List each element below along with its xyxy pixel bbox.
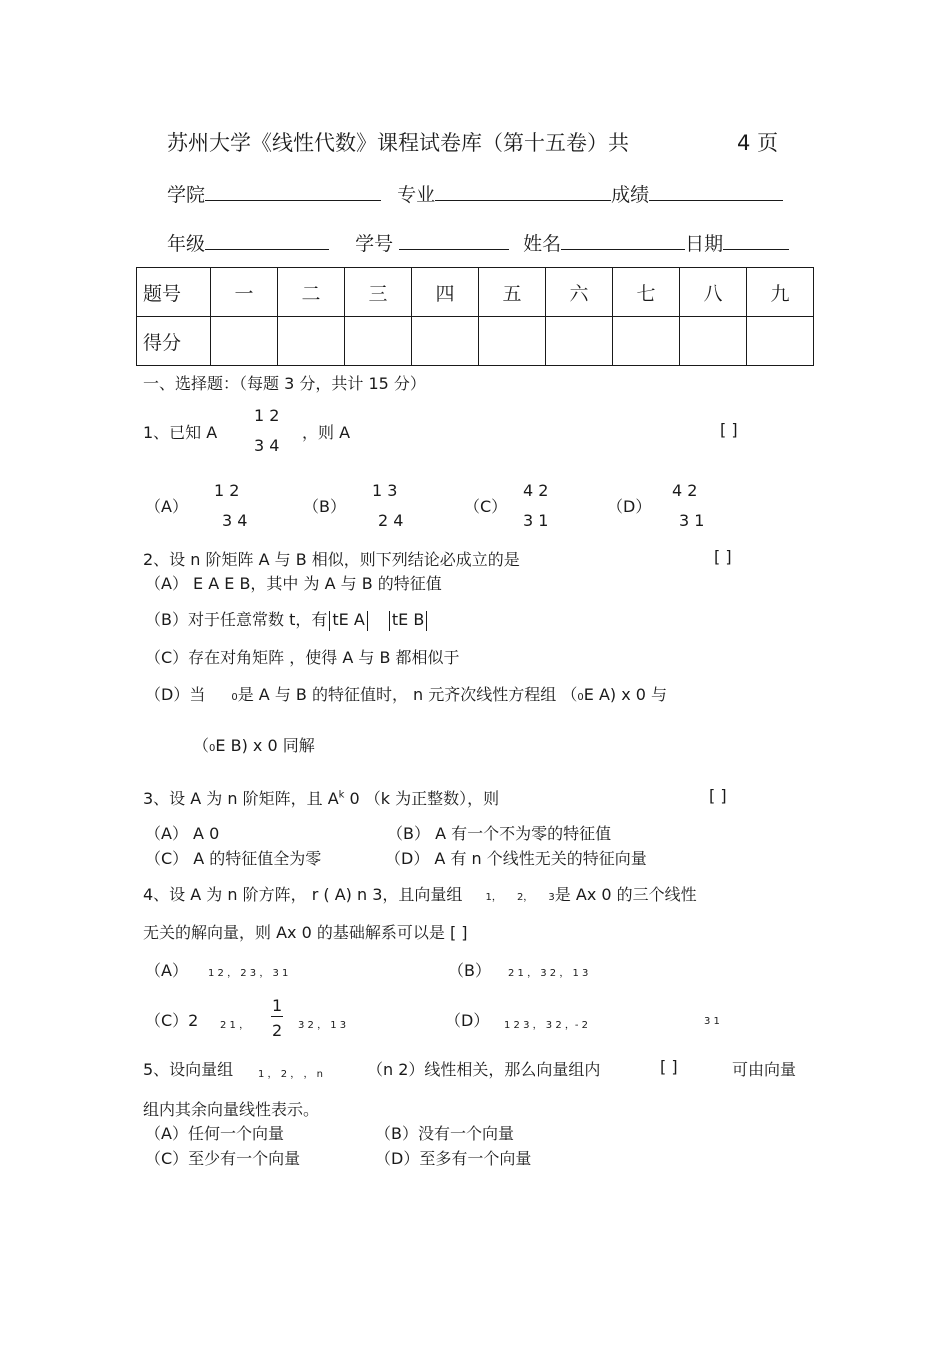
subscript-zero: 0 [231, 692, 238, 703]
q5-line1-a: 5、设向量组 [143, 1060, 234, 1079]
q1-option-b-row2: 2 4 [378, 511, 404, 530]
q2-option-b-det1: tE A [332, 610, 365, 629]
subscript-zero: 0 [209, 743, 216, 754]
student-id-blank[interactable] [399, 231, 509, 250]
q4-line1-a: 4、设 A 为 n 阶方阵， r ( A) n 3，且向量组 [143, 885, 463, 904]
column-6: 六 [546, 268, 613, 317]
q3-option-d: （D） A 有 n 个线性无关的特征向量 [385, 849, 647, 868]
name-label: 姓名 [523, 233, 562, 255]
q1-option-c-label: （C） [464, 497, 508, 516]
determinant-bar [367, 611, 368, 631]
column-4: 四 [412, 268, 479, 317]
q5-answer-bracket[interactable]: [ ] [660, 1057, 678, 1076]
q4-sub3: 3 [548, 892, 555, 903]
score-cell[interactable] [747, 317, 814, 366]
q1-matrix-row1: 1 2 [254, 406, 280, 425]
q3-answer-bracket[interactable]: [ ] [709, 786, 727, 805]
column-5: 五 [479, 268, 546, 317]
q1-option-a-row1: 1 2 [214, 481, 240, 500]
name-blank[interactable] [561, 231, 685, 250]
q5-option-a: （A）任何一个向量 [145, 1124, 284, 1143]
q1-option-d-label: （D） [607, 497, 652, 516]
score-blank[interactable] [649, 182, 783, 201]
page-count [737, 127, 778, 157]
score-table-score-row [137, 317, 814, 366]
q5-line1-c: 可由向量 [732, 1060, 797, 1079]
title-text: 苏州大学《线性代数》课程试卷库（第十五卷）共 [167, 131, 629, 155]
q2-stem: 2、设 n 阶矩阵 A 与 B 相似，则下列结论必成立的是 [143, 550, 520, 569]
score-cell[interactable] [345, 317, 412, 366]
info-line-1 [167, 180, 783, 207]
q2-option-a: （A） E A E B，其中 为 A 与 B 的特征值 [145, 574, 442, 593]
q5-line1-subs: 1 ， 2 ， ， n [258, 1069, 323, 1080]
q1-option-a-label: （A） [145, 497, 188, 516]
q5-option-b: （B）没有一个向量 [375, 1124, 514, 1143]
section-heading: 一、选择题：（每题 3 分，共计 15 分） [143, 374, 426, 393]
q4-option-c-expr1: 2 1 ， [220, 1020, 250, 1031]
score-table-header-row [137, 268, 814, 317]
exam-title [167, 127, 629, 157]
score-cell[interactable] [278, 317, 345, 366]
college-label: 学院 [167, 184, 206, 206]
q1-option-b-label: （B） [303, 497, 346, 516]
score-cell[interactable] [613, 317, 680, 366]
determinant-bar [389, 611, 390, 631]
q2-option-d-line2 [193, 733, 315, 756]
q4-sub2: 2， [516, 892, 534, 903]
q1-option-c-row1: 4 2 [523, 481, 549, 500]
q2-option-b-det2: tE B [391, 610, 425, 629]
q3-option-b: （B） A 有一个不为零的特征值 [387, 824, 612, 843]
column-2: 二 [278, 268, 345, 317]
q5-line2: 组内其余向量线性表示。 [143, 1100, 320, 1119]
q3-stem-b: 0 （k 为正整数），则 [344, 789, 500, 808]
fraction-numerator: 1 [272, 996, 283, 1015]
q3-stem-a: 3、设 A 为 n 阶矩阵，且 A [143, 789, 339, 808]
column-7: 七 [613, 268, 680, 317]
student-id-label: 学号 [355, 233, 394, 255]
superscript-k: k [338, 789, 345, 801]
page-count-unit: 页 [757, 131, 779, 155]
q2-option-d-text5: E B) x 0 同解 [215, 736, 315, 755]
q2-option-d-text1: （D）当 [145, 685, 206, 704]
q4-option-a-label: （A） [145, 961, 188, 980]
determinant-bar [426, 611, 427, 631]
subscript-zero: 0 [577, 692, 584, 703]
q4-sub1: 1， [485, 892, 502, 903]
q1-option-b-row1: 1 3 [372, 481, 398, 500]
q4-line1 [143, 882, 697, 905]
info-line-2 [167, 229, 789, 256]
major-label: 专业 [397, 184, 436, 206]
score-row-label: 得分 [137, 317, 211, 366]
q2-option-b [145, 607, 429, 631]
q5-line1-b: （n 2）线性相关，那么向量组内 [367, 1060, 601, 1079]
q2-option-b-text: （B）对于任意常数 t，有 [145, 610, 328, 629]
grade-blank[interactable] [205, 231, 329, 250]
q1-answer-bracket[interactable]: [ ] [720, 420, 738, 439]
q3-option-c: （C） A 的特征值全为零 [145, 849, 322, 868]
q1-option-d-row1: 4 2 [672, 481, 698, 500]
q4-option-c-expr2: 3 2 ， 1 3 [298, 1020, 347, 1031]
q1-option-a-row2: 3 4 [222, 511, 248, 530]
q4-line1-b: 是 Ax 0 的三个线性 [554, 885, 697, 904]
q4-line2: 无关的解向量，则 Ax 0 的基础解系可以是 [ ] [143, 923, 468, 942]
q1-stem-b: ，则 A [302, 423, 351, 442]
page-count-number: 4 [737, 131, 751, 155]
q2-option-d-text2: 是 A 与 B 的特征值时， n 元齐次线性方程组 （ [237, 685, 578, 704]
grade-label: 年级 [167, 233, 206, 255]
date-label: 日期 [685, 233, 724, 255]
date-blank[interactable] [723, 231, 789, 250]
q5-option-c: （C）至少有一个向量 [145, 1149, 301, 1168]
q2-option-c: （C）存在对角矩阵 ，使得 A 与 B 都相似于 [145, 648, 460, 667]
q4-option-b-expr: 2 1 ， 3 2 ， 1 3 [508, 968, 589, 979]
q1-matrix-row2: 3 4 [254, 436, 280, 455]
college-blank[interactable] [205, 182, 381, 201]
q1-stem-a: 1、已知 A [143, 423, 218, 442]
fraction-bar [271, 1016, 283, 1017]
score-cell[interactable] [680, 317, 747, 366]
score-cell[interactable] [412, 317, 479, 366]
score-cell[interactable] [546, 317, 613, 366]
q4-option-d-expr: 1 2 3 ， 3 2 ，- 2 [504, 1020, 589, 1031]
q1-option-c-row2: 3 1 [523, 511, 549, 530]
q4-option-a-expr: 1 2 ， 2 3 ， 3 1 [208, 968, 289, 979]
question-number-label: 题号 [137, 268, 211, 317]
q1-option-d-row2: 3 1 [679, 511, 705, 530]
score-cell[interactable] [211, 317, 278, 366]
q2-option-d [145, 682, 667, 705]
q4-option-d-label: （D） [445, 1011, 490, 1030]
column-8: 八 [680, 268, 747, 317]
q3-option-a: （A） A 0 [145, 824, 220, 843]
score-cell[interactable] [479, 317, 546, 366]
score-label: 成绩 [611, 184, 650, 206]
q4-option-b-label: （B） [448, 961, 491, 980]
q4-option-c-label: （C）2 [145, 1011, 199, 1030]
fraction-denominator: 2 [272, 1021, 283, 1040]
column-3: 三 [345, 268, 412, 317]
q4-option-d-tail: 3 1 [704, 1016, 720, 1027]
score-table [136, 267, 814, 366]
column-9: 九 [747, 268, 814, 317]
column-1: 一 [211, 268, 278, 317]
q2-option-d-text4: （ [193, 736, 210, 755]
q2-option-d-text3: E A) x 0 与 [583, 685, 668, 704]
determinant-bar [329, 611, 330, 631]
major-blank[interactable] [435, 182, 611, 201]
q2-answer-bracket[interactable]: [ ] [714, 547, 732, 566]
q5-option-d: （D）至多有一个向量 [375, 1149, 532, 1168]
q3-stem [143, 786, 499, 809]
